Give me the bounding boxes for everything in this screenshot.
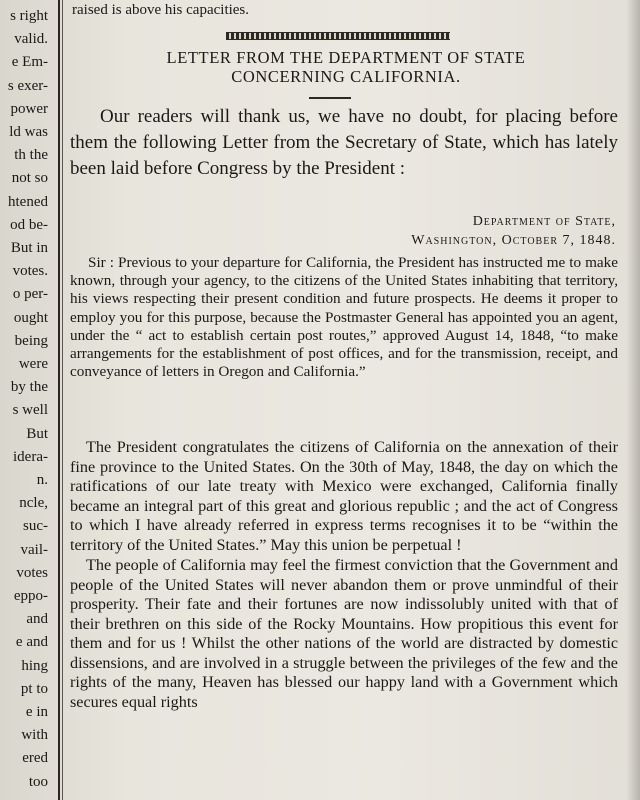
left-column-fragment: th the — [14, 147, 48, 164]
column-rule — [58, 0, 60, 800]
article-column — [66, 0, 626, 800]
left-column-fragment: o per- — [12, 286, 48, 303]
dateline-place-date: Washington, October 7, 1848. — [411, 233, 616, 248]
intro-paragraph — [70, 104, 618, 182]
left-column-fragment: with — [21, 727, 48, 744]
body-paragraph-1: The President congratulates the citizens of California on the annexation of their fine province to the United States. On the 30th of May, 1848, the day on which the ratifications of our late treaty with Mexico were exchanged, California finally became an integral part of this great and glorious republic ; and the act of Congress to which I have already referred in express terms recognises it to be “within the territory of the United States.” May this union be perpetual ! — [70, 438, 618, 554]
left-column-fragment: eppo- — [13, 588, 48, 604]
intro-text: Our readers will thank us, we have no doubt, for placing before them the following Letter from the Secretary of State, which has lately been laid before Congress by the President : — [70, 106, 618, 179]
left-column-fragment: and — [26, 611, 48, 628]
left-column-cropped — [0, 0, 52, 800]
column-rule-thin — [62, 0, 63, 800]
previous-article-line: raised is above his capacities. — [72, 2, 250, 18]
letter-text: Sir : Previous to your departure for California, the President has instructed me to make known, through your agency, to the citizens of the United States inhabiting that territory, his views respecting their present condition and future prospects. He deems it proper to employ you for this purpose, because the Postmaster General has appointed you an agent, under the “ act to establish certain post routes,” approved August 14, 1848, “to make arrangements for the establishment of post offices, and for the transmission, receipt, and conveyance of letters in Oregon and California.” — [70, 254, 618, 381]
left-column-fragment: ered — [22, 750, 48, 767]
headline-line-1: LETTER FROM THE DEPARTMENT OF STATE — [166, 48, 526, 67]
left-column-fragment: not so — [11, 170, 48, 187]
left-column-fragment: e and — [15, 634, 48, 651]
left-column-fragment: s exer- — [7, 77, 48, 94]
left-column-fragment: too — [28, 773, 48, 790]
left-column-fragment: s right — [10, 8, 48, 24]
body-paragraph-2: The people of California may feel the firmest conviction that the Government and people of the United States will never abandon them or prove unmindful of their prosperity. Their fate and their fortunes are now indissolubly united with that of their brethren on this side of the Rocky Mountains. How propitious this event for them and for us ! Whilst the other nations of the world are distracted by domestic dissensions, and are involved in a struggle between the privileges of the few and the rights of the many, Heaven has blessed our happy land with a Government which secures equal rights — [70, 556, 618, 711]
left-column-fragment: idera- — [13, 448, 48, 465]
left-column-fragment: od be- — [10, 216, 48, 233]
left-column-fragment: e in — [25, 704, 48, 720]
left-column-fragment: power — [10, 100, 48, 117]
left-column-fragment: pt to — [20, 680, 48, 697]
left-column-fragment: ncle, — [19, 495, 48, 512]
left-column-fragment: But — [26, 425, 48, 442]
left-column-fragment: votes — [16, 564, 48, 581]
headline-rule — [309, 97, 351, 99]
left-column-fragment: being — [14, 332, 48, 349]
dateline-department: Department of State, — [472, 214, 616, 229]
left-column-fragment: But in — [10, 240, 48, 256]
headline-line-2: CONCERNING CALIFORNIA. — [231, 67, 461, 86]
left-column-fragment: vail- — [20, 541, 48, 558]
left-column-fragment: htened — [8, 193, 48, 210]
letter-body — [70, 438, 618, 713]
left-column-fragment: suc- — [23, 518, 48, 535]
left-column-fragment: ld was — [9, 124, 48, 140]
left-column-fragment: e Em- — [11, 54, 48, 71]
left-column-fragment: valid. — [14, 31, 48, 48]
left-column-fragment: votes. — [12, 263, 48, 280]
page-edge-shadow — [626, 0, 640, 800]
left-column-fragment: hing — [21, 657, 48, 674]
letter-opening — [70, 254, 618, 381]
left-column-fragment: were — [18, 356, 48, 372]
left-column-fragment: by the — [10, 379, 48, 396]
left-column-fragment: ought — [13, 309, 48, 326]
ornamental-divider — [226, 32, 450, 40]
left-column-fragment: s well — [12, 402, 48, 419]
left-column-fragment: n. — [36, 472, 48, 488]
